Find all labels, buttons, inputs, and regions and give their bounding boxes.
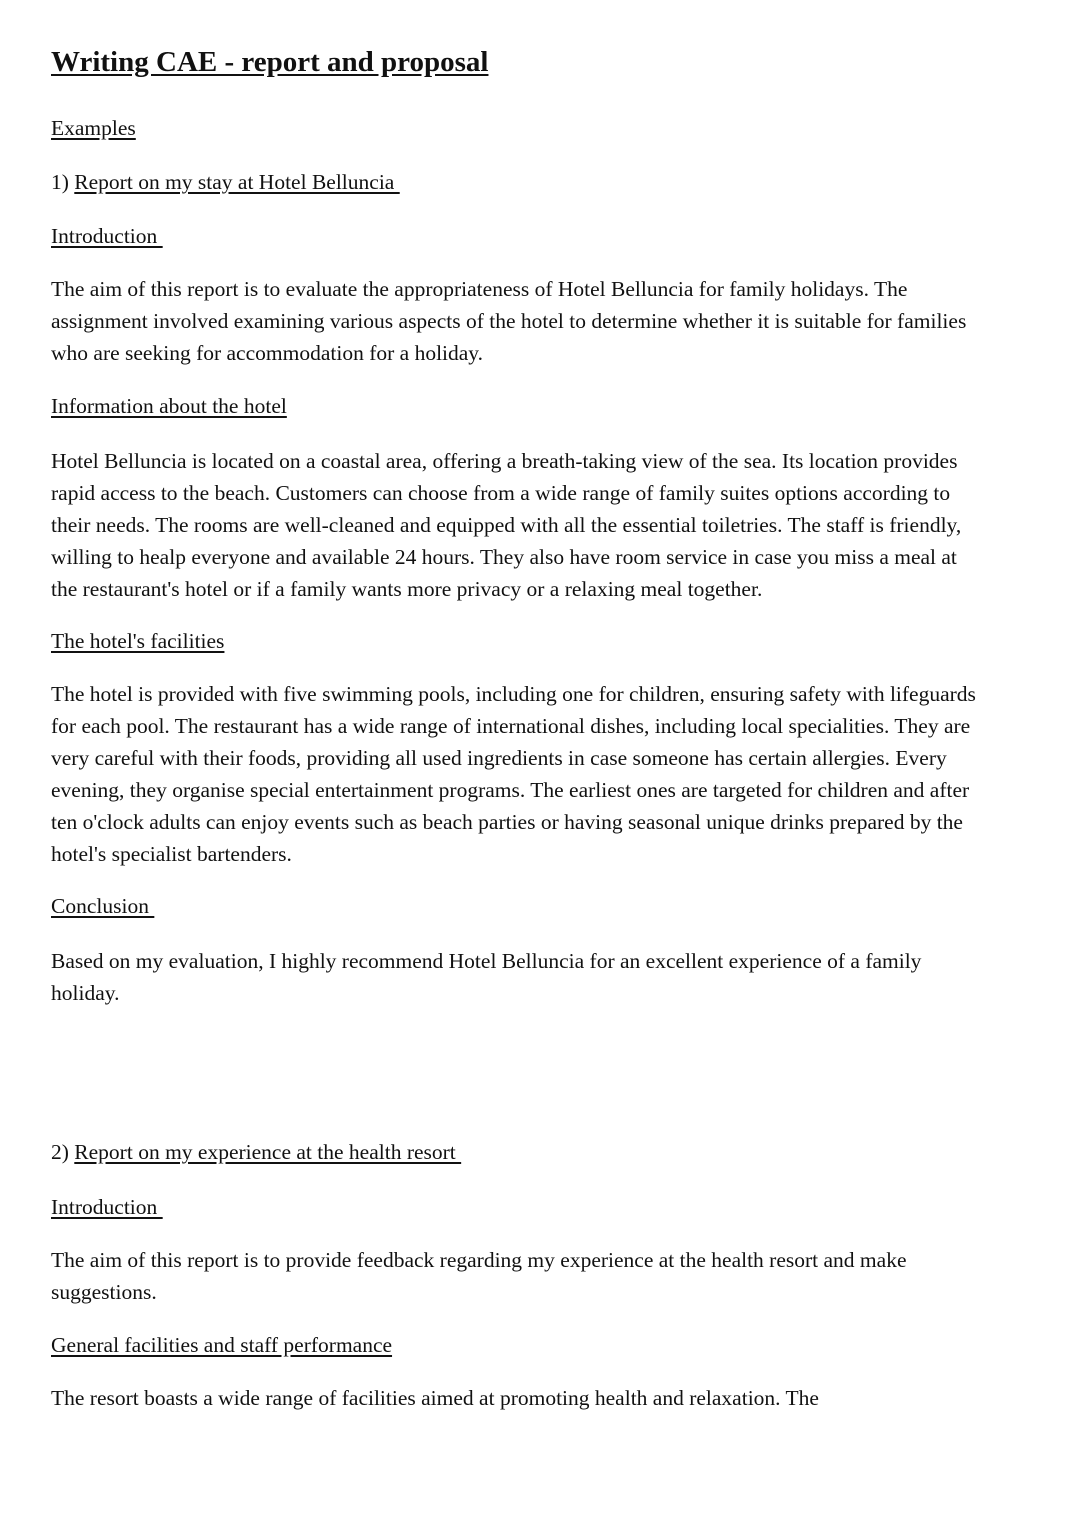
paragraph-line: Based on my evaluation, I highly recommend Hotel Belluncia for an excellent experience of a family <box>51 949 922 973</box>
paragraph-line: for each pool. The restaurant has a wide range of international dishes, including local specialities. They are <box>51 714 971 738</box>
section-heading-text: Information about the hotel <box>51 394 287 418</box>
section-heading-text: Introduction <box>51 1195 163 1219</box>
report-2-number: 2) <box>51 1140 69 1164</box>
report-2-title: Report on my experience at the health resort <box>74 1140 462 1164</box>
document-title: Writing CAE - report and proposal <box>51 46 489 78</box>
report-1-information-paragraph <box>51 445 1041 605</box>
report-1-conclusion-paragraph <box>51 945 1041 1009</box>
paragraph-line: who are seeking for accommodation for a holiday. <box>51 341 484 365</box>
report-1-title: Report on my stay at Hotel Belluncia <box>74 170 400 194</box>
paragraph-line: very careful with their foods, providing all used ingredients in case someone has certain allergies. Every <box>51 746 947 770</box>
report-2-facilities-staff-paragraph <box>51 1382 1041 1414</box>
report-2-introduction-paragraph <box>51 1244 1041 1308</box>
examples-text: Examples <box>51 116 136 140</box>
report-2-heading <box>51 1136 461 1168</box>
section-heading-text: Introduction <box>51 224 163 248</box>
report-1-heading <box>51 166 400 198</box>
paragraph-line: holiday. <box>51 981 120 1005</box>
report-2-section-heading-introduction <box>51 1191 163 1223</box>
paragraph-line: the restaurant's hotel or if a family wants more privacy or a relaxing meal together. <box>51 577 763 601</box>
paragraph-line: willing to healp everyone and available 24 hours. They also have room service in case you miss a meal at <box>51 545 957 569</box>
section-heading-text: Conclusion <box>51 894 155 918</box>
report-1-section-heading-facilities <box>51 625 224 657</box>
paragraph-line: The hotel is provided with five swimming pools, including one for children, ensuring safety with lifeguards <box>51 682 976 706</box>
paragraph-line: suggestions. <box>51 1280 157 1304</box>
paragraph-line: their needs. The rooms are well-cleaned and equipped with all the essential toiletries. The staff is friendly, <box>51 513 962 537</box>
paragraph-line: rapid access to the beach. Customers can choose from a wide range of family suites options according to <box>51 481 951 505</box>
examples-label <box>51 112 136 144</box>
report-1-section-heading-introduction <box>51 220 163 252</box>
paragraph-line: evening, they organise special entertainment programs. The earliest ones are targeted for children and after <box>51 778 970 802</box>
paragraph-line: The aim of this report is to evaluate the appropriateness of Hotel Belluncia for family holidays. The <box>51 277 908 301</box>
section-heading-text: The hotel's facilities <box>51 629 225 653</box>
paragraph-line: assignment involved examining various aspects of the hotel to determine whether it is suitable for families <box>51 309 967 333</box>
paragraph-line: hotel's specialist bartenders. <box>51 842 292 866</box>
report-1-number: 1) <box>51 170 69 194</box>
paragraph-line: ten o'clock adults can enjoy events such as beach parties or having seasonal unique drinks prepared by the <box>51 810 963 834</box>
section-heading-text: General facilities and staff performance <box>51 1333 393 1357</box>
paragraph-line: Hotel Belluncia is located on a coastal area, offering a breath-taking view of the sea. Its location provides <box>51 449 958 473</box>
paragraph-line: The aim of this report is to provide feedback regarding my experience at the health resort and make <box>51 1248 907 1272</box>
report-1-section-heading-information <box>51 390 287 422</box>
report-2-section-heading-facilities-staff <box>51 1329 392 1361</box>
report-1-introduction-paragraph <box>51 273 1041 369</box>
paragraph-line: The resort boasts a wide range of facilities aimed at promoting health and relaxation. The <box>51 1386 819 1410</box>
report-1-section-heading-conclusion <box>51 890 154 922</box>
report-1-facilities-paragraph <box>51 678 1041 870</box>
